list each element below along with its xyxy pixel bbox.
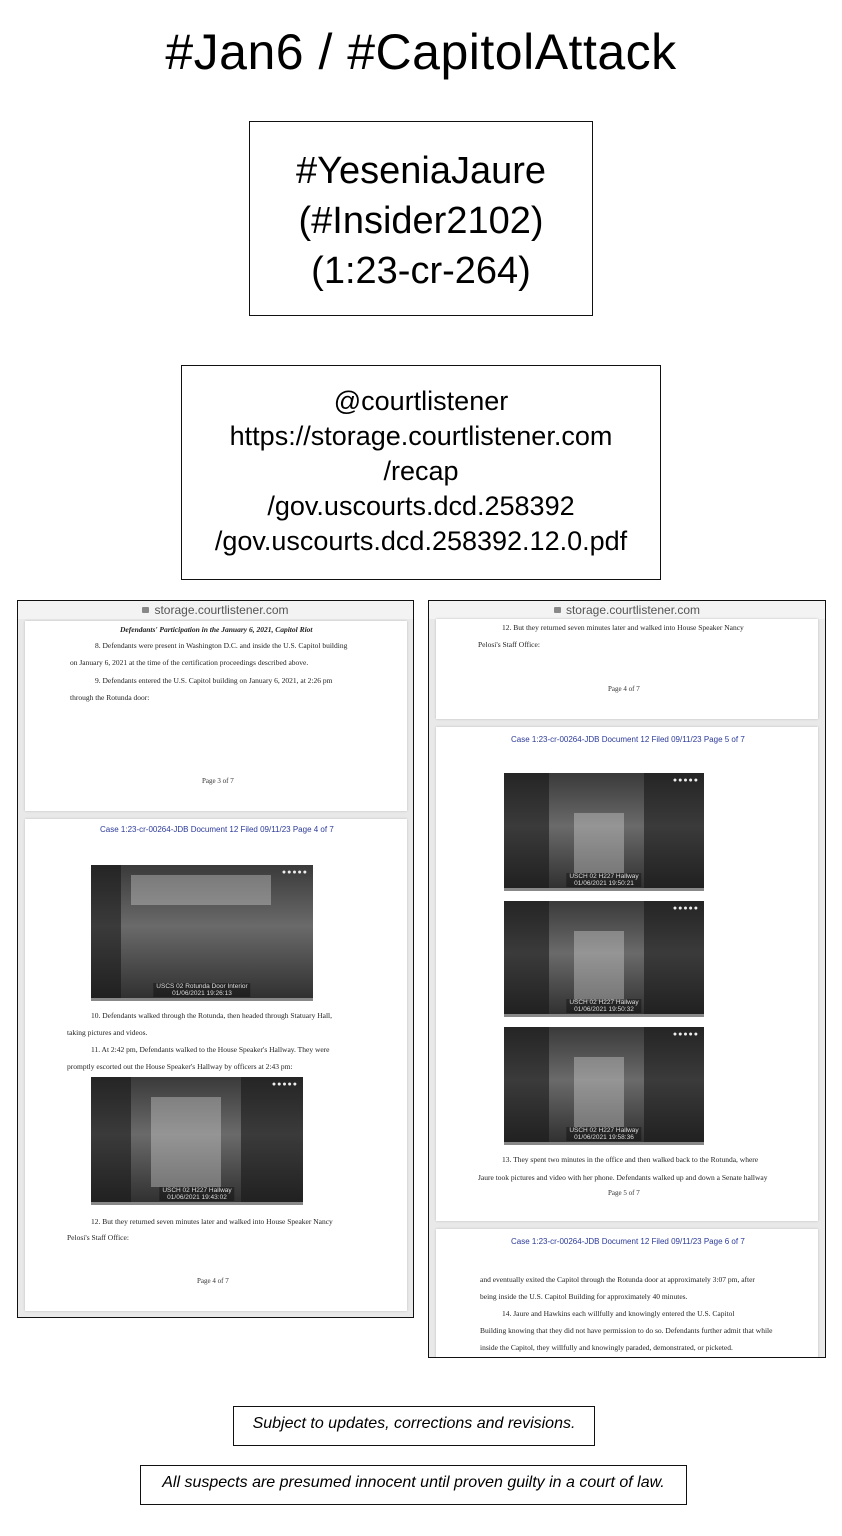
case-number: (1:23-cr-264)	[311, 250, 531, 292]
paragraph-line: 12. But they returned seven minutes later and walked into House Speaker Nancy	[91, 1217, 333, 1226]
document-page-3	[25, 621, 407, 811]
player-controls-icon: ●●●●●	[672, 777, 699, 784]
paragraph-line: inside the Capitol, they willfully and knowingly paraded, demonstrated, or picketed.	[480, 1343, 733, 1352]
case-header: Case 1:23-cr-00264-JDB Document 12 Filed 09/11/23 Page 5 of 7	[511, 735, 745, 744]
lock-icon	[554, 607, 561, 613]
lock-icon	[142, 607, 149, 613]
paragraph-line: 12. But they returned seven minutes later and walked into House Speaker Nancy	[502, 623, 744, 632]
browser-url-bar[interactable]	[18, 601, 413, 619]
source-url-line: /gov.uscourts.dcd.258392.12.0.pdf	[214, 526, 628, 556]
left-document-screenshot	[17, 600, 414, 1318]
cctv-image	[91, 1077, 303, 1205]
source-url-line: https://storage.courtlistener.com	[229, 421, 613, 451]
disclaimer-presumed-innocent: All suspects are presumed innocent until proven guilty in a court of law.	[140, 1465, 687, 1505]
case-header: Case 1:23-cr-00264-JDB Document 12 Filed 09/11/23 Page 4 of 7	[100, 825, 334, 834]
document-page-6	[436, 1229, 818, 1358]
paragraph-line: taking pictures and videos.	[67, 1028, 148, 1037]
camera-label: USCH 02 H227 Hallway	[569, 999, 639, 1006]
document-page-5	[436, 727, 818, 1221]
section-title: Defendants' Participation in the January 6, 2021, Capitol Riot	[120, 625, 313, 634]
suspect-box	[249, 121, 593, 316]
camera-timestamp: 01/06/2021 19:50:21	[574, 880, 634, 887]
suspect-name: #YeseniaJaure	[295, 150, 547, 192]
document-page-4	[25, 819, 407, 1311]
camera-timestamp: 01/06/2021 19:58:36	[574, 1134, 634, 1141]
camera-label: USCH 02 H227 Hallway	[569, 873, 639, 880]
page-number: Page 3 of 7	[202, 777, 234, 785]
url-text: storage.courtlistener.com	[154, 603, 289, 617]
source-box	[181, 365, 661, 580]
paragraph-line: 9. Defendants entered the U.S. Capitol building on January 6, 2021, at 2:26 pm	[95, 676, 333, 685]
url-text: storage.courtlistener.com	[565, 603, 701, 617]
paragraph-line: and eventually exited the Capitol through the Rotunda door at approximately 3:07 pm, after	[480, 1275, 755, 1284]
paragraph-line: being inside the U.S. Capitol Building for approximately 40 minutes.	[480, 1292, 688, 1301]
paragraph-line: 11. At 2:42 pm, Defendants walked to the House Speaker's Hallway. They were	[91, 1045, 330, 1054]
paragraph-line: promptly escorted out the House Speaker's Hallway by officers at 2:43 pm:	[67, 1062, 293, 1071]
case-header: Case 1:23-cr-00264-JDB Document 12 Filed 09/11/23 Page 6 of 7	[511, 1237, 745, 1246]
camera-label: USCH 02 H227 Hallway	[162, 1187, 232, 1194]
source-url-line: /gov.uscourts.dcd.258392	[267, 491, 575, 521]
paragraph-line: Pelosi's Staff Office:	[478, 640, 540, 649]
suspect-alias: (#Insider2102)	[298, 200, 544, 242]
paragraph-line: Pelosi's Staff Office:	[67, 1233, 129, 1242]
paragraph-line: 8. Defendants were present in Washington D.C. and inside the U.S. Capitol building	[95, 641, 348, 650]
document-page-4-tail	[436, 619, 818, 719]
cctv-image	[504, 901, 704, 1017]
disclaimer-updates: Subject to updates, corrections and revisions.	[233, 1406, 595, 1446]
paragraph-line: through the Rotunda door:	[70, 693, 150, 702]
cctv-image	[504, 773, 704, 891]
right-document-screenshot	[428, 600, 826, 1358]
browser-url-bar[interactable]	[429, 601, 825, 619]
paragraph-line: on January 6, 2021 at the time of the certification proceedings described above.	[70, 658, 309, 667]
camera-timestamp: 01/06/2021 19:26:13	[172, 990, 232, 997]
page-title: #Jan6 / #CapitolAttack	[165, 24, 677, 80]
cctv-image	[504, 1027, 704, 1145]
page-number: Page 5 of 7	[608, 1189, 640, 1197]
cctv-image	[91, 865, 313, 1001]
player-controls-icon: ●●●●●	[271, 1081, 298, 1088]
player-controls-icon: ●●●●●	[281, 869, 308, 876]
source-url-line: /recap	[383, 456, 459, 486]
paragraph-line: Jaure took pictures and video with her phone. Defendants walked up and down a Senate hallway	[478, 1173, 768, 1182]
camera-label: USCH 02 H227 Hallway	[569, 1127, 639, 1134]
player-controls-icon: ●●●●●	[672, 905, 699, 912]
camera-label: USCS 02 Rotunda Door Interior	[156, 983, 248, 990]
source-handle: @courtlistener	[333, 386, 509, 416]
paragraph-line: Building knowing that they did not have permission to do so. Defendants further admit that while	[480, 1326, 773, 1335]
page-number: Page 4 of 7	[608, 685, 640, 693]
camera-timestamp: 01/06/2021 19:43:02	[167, 1194, 227, 1201]
paragraph-line: 10. Defendants walked through the Rotunda, then headed through Statuary Hall,	[91, 1011, 332, 1020]
page-number: Page 4 of 7	[197, 1277, 229, 1285]
player-controls-icon: ●●●●●	[672, 1031, 699, 1038]
camera-timestamp: 01/06/2021 19:50:32	[574, 1006, 634, 1013]
paragraph-line: 13. They spent two minutes in the office and then walked back to the Rotunda, where	[502, 1155, 759, 1164]
paragraph-line: 14. Jaure and Hawkins each willfully and knowingly entered the U.S. Capitol	[502, 1309, 735, 1318]
